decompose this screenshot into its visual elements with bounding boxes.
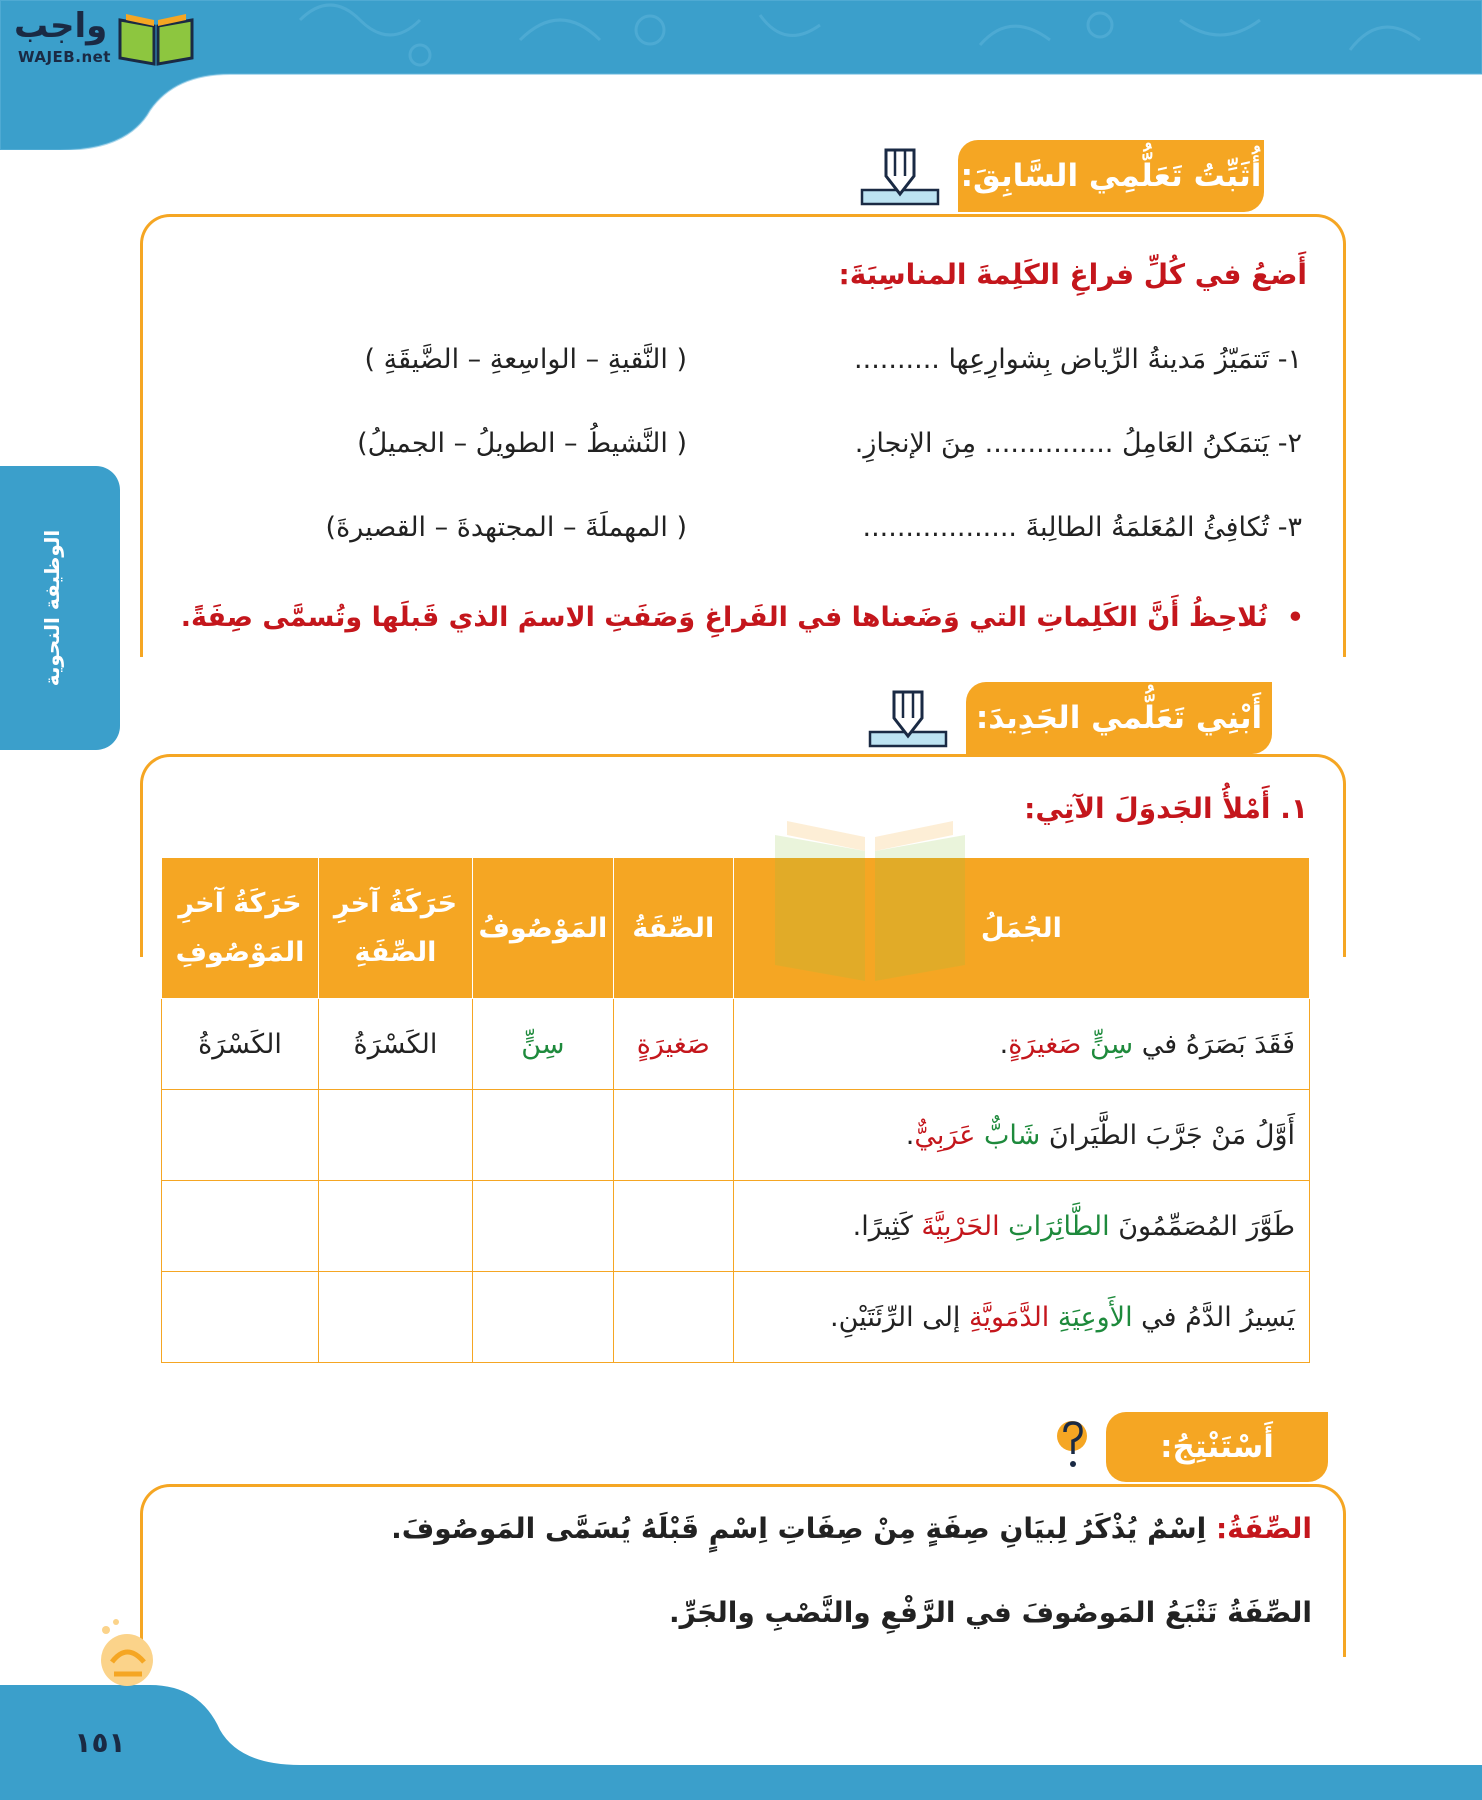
described-cell[interactable]	[472, 1181, 613, 1272]
described-cell[interactable]: سِنٍّ	[472, 999, 613, 1090]
desc-ending-cell[interactable]	[162, 1272, 319, 1363]
described-word: شَابٌّ	[983, 1119, 1041, 1151]
section1-title: أُثَبِّتُ تَعَلُّمِي السَّابِقَ:	[960, 158, 1262, 194]
bullet: •	[1267, 602, 1304, 633]
described-word: الأَوعِيَةِ	[1057, 1301, 1133, 1333]
header-adj-ending-line2: الصِّفَةِ	[354, 937, 437, 968]
section1-header	[958, 140, 1264, 212]
note-text: نُلاحِظُ أَنَّ الكَلِماتِ التي وَضَعناها في الفَراغِ وَصَفَتِ الاسمَ الذي قَبلَها وتُسمَّى صِفَةً.	[180, 602, 1268, 633]
watermark-book-icon	[765, 815, 975, 985]
brand-arabic: واجب	[14, 6, 108, 46]
exercise-3-choices: ( المهملَةَ – المجتهدةَ – القصيرةَ)	[325, 512, 687, 543]
pencil-icon	[860, 146, 940, 208]
adjective-word: عَرَبِيٌّ	[914, 1119, 976, 1151]
sentence-space	[975, 1120, 984, 1151]
sentence-end: كَثِيرًا.	[852, 1210, 922, 1242]
sentence-cell	[733, 1272, 1309, 1363]
sentence-cell	[733, 1090, 1309, 1181]
header-desc-ending-line2: المَوْصُوفِ	[175, 937, 305, 968]
header-described: المَوْصُوفُ	[472, 858, 613, 999]
exercise-2-sentence: ٢- يَتمَكنُ العَامِلُ ............... مِنَ الإنجازِ.	[854, 428, 1302, 459]
sentence-end: إلى الرِّئَتَيْنِ.	[830, 1301, 969, 1333]
desc-ending-cell[interactable]	[162, 1181, 319, 1272]
sentence-space	[1081, 1029, 1090, 1060]
section2-instruction: ١. أَمْلأُ الجَدوَلَ الآتِي:	[1024, 792, 1308, 825]
sentence-text: طَوَّرَ المُصَمِّمُونَ	[1109, 1210, 1295, 1242]
adjective-cell[interactable]: صَغيرَةٍ	[613, 999, 733, 1090]
exercise-2-choices: ( النَّشيطُ – الطويلُ – الجميلُ)	[357, 428, 687, 459]
adj-ending-cell[interactable]	[319, 1090, 473, 1181]
sentence-cell	[733, 999, 1309, 1090]
sentence-text: أَوَّلُ مَنْ جَرَّبَ الطَّيَرانَ	[1040, 1119, 1295, 1151]
adj-ending-cell[interactable]	[319, 1272, 473, 1363]
question-mark-icon	[1052, 1418, 1092, 1478]
section1-instruction: أَضعُ في كُلِّ فراغِ الكَلِمةَ المناسِبَةَ:	[838, 258, 1307, 291]
exercise-1-choices: ( النَّقيةِ – الواسِعةِ – الضَّيقَةِ )	[364, 344, 687, 375]
pencil-icon	[868, 688, 948, 750]
deco-tree-icon	[92, 1614, 162, 1694]
exercise-3-sentence: ٣- تُكافِئُ المُعَلمَةُ الطالِبةَ ..................	[862, 512, 1302, 543]
adj-ending-cell[interactable]	[319, 1181, 473, 1272]
header-adj-ending-line1: حَرَكَةُ آخرِ	[333, 888, 458, 919]
described-cell[interactable]	[472, 1090, 613, 1181]
header-adj-ending	[319, 858, 473, 999]
table-row	[162, 1272, 1310, 1363]
adjective-cell[interactable]	[613, 1181, 733, 1272]
page-number: ١٥١	[74, 1726, 126, 1759]
table-header-row	[162, 858, 1310, 999]
rule-text: الصِّفَةُ تَتْبَعُ المَوصُوفَ في الرَّفْعِ والنَّصْبِ والجَرِّ.	[669, 1596, 1312, 1629]
book-icon	[116, 10, 196, 66]
section2-title: أَبْنِي تَعَلُّمي الجَدِيدَ:	[975, 700, 1263, 736]
side-tab[interactable]	[0, 466, 120, 750]
section3-panel	[140, 1484, 1346, 1657]
definition-term: الصِّفَةُ:	[1215, 1512, 1312, 1545]
sentence-space	[1049, 1302, 1058, 1333]
adjective-cell[interactable]	[613, 1090, 733, 1181]
brand-latin: WAJEB.net	[18, 48, 111, 66]
top-banner	[0, 0, 1482, 150]
adjective-word: الدَّمَويَّةِ	[969, 1301, 1050, 1333]
brand-logo[interactable]	[8, 6, 198, 70]
definition-text: اِسْمٌ يُذْكَرُ لِبيَانِ صِفَةٍ مِنْ صِفَاتِ اِسْمٍ قَبْلَهُ يُسَمَّى المَوصُوفَ.	[391, 1512, 1216, 1545]
described-cell[interactable]	[472, 1272, 613, 1363]
side-tab-label: الوظيفة النحوية	[40, 529, 64, 687]
table-row	[162, 1181, 1310, 1272]
header-desc-ending	[162, 858, 319, 999]
section2-header	[966, 682, 1272, 754]
desc-ending-cell[interactable]	[162, 1090, 319, 1181]
adjective-cell[interactable]	[613, 1272, 733, 1363]
sentence-text: يَسِيرُ الدَّمُ في	[1132, 1301, 1295, 1333]
section3-header	[1106, 1412, 1328, 1482]
table-row	[162, 999, 1310, 1090]
sentence-end: .	[905, 1119, 915, 1151]
section3-title: أَسْتَنْتِجُ:	[1160, 1429, 1274, 1465]
table-row	[162, 1090, 1310, 1181]
described-word: الطَّائِرَاتِ	[1008, 1210, 1110, 1242]
desc-ending-cell[interactable]: الكَسْرَةُ	[162, 999, 319, 1090]
header-adjective: الصِّفَةُ	[613, 858, 733, 999]
adjective-word: صَغيرَةٍ	[1008, 1028, 1082, 1060]
sentence-end: .	[999, 1028, 1009, 1060]
adj-ending-cell[interactable]: الكَسْرَةُ	[319, 999, 473, 1090]
definition-line	[391, 1512, 1312, 1545]
fill-table	[161, 857, 1310, 1363]
adjective-word: الحَرْبِيَّةَ	[921, 1210, 1000, 1242]
sentence-space	[1000, 1211, 1009, 1242]
header-desc-ending-line1: حَرَكَةُ آخرِ	[178, 888, 302, 919]
described-word: سِنٍّ	[1089, 1028, 1134, 1060]
sentence-cell	[733, 1181, 1309, 1272]
section1-note	[181, 602, 1304, 633]
header-sentences: الجُمَلُ	[733, 858, 1309, 999]
bottom-banner	[0, 1685, 1482, 1800]
exercise-1-sentence: ١- تَتمَيّزُ مَدينةُ الرِّياض بِشوارِعِها ..........	[854, 344, 1302, 375]
sentence-text: فَقَدَ بَصَرَهُ في	[1133, 1028, 1295, 1060]
